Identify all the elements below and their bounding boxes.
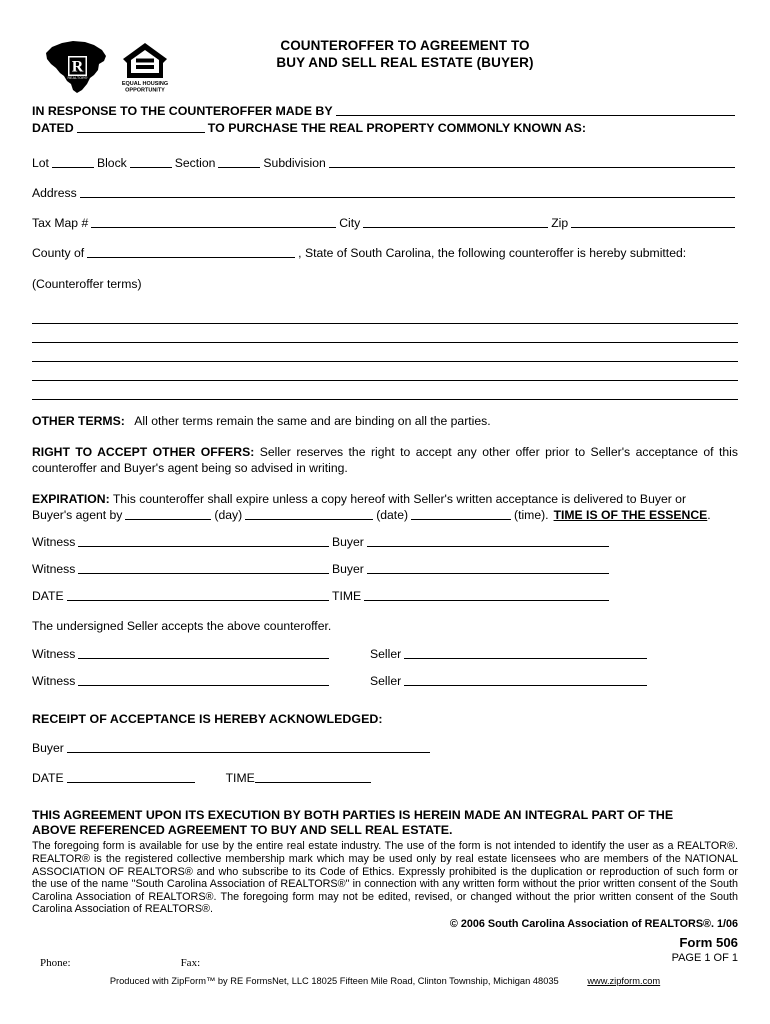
south-carolina-realtor-logo-icon (42, 38, 108, 94)
time-label: TIME (332, 588, 362, 603)
expiration-time-field[interactable] (411, 509, 511, 520)
date-field[interactable] (67, 590, 329, 601)
witness-cell-2 (32, 562, 332, 576)
counteroffer-terms-line[interactable] (32, 305, 738, 324)
produced-text: Produced with ZipForm™ by RE FormsNet, LLC 18025 Fifteen Mile Road, Clinton Township, Michigan 48035 (109, 976, 559, 986)
section-field[interactable] (218, 157, 260, 168)
seller-cell-2 (332, 674, 650, 688)
seller-field-1[interactable] (404, 648, 647, 659)
address-label: Address (32, 186, 77, 200)
receipt-date-field[interactable] (67, 772, 195, 783)
buyer-cell-1 (332, 535, 612, 549)
document-header (32, 0, 738, 94)
zipform-link[interactable]: www.zipform.com (587, 976, 661, 986)
expiration-body: This counteroffer shall expire unless a copy hereof with Seller's written acceptance is delivered to Buyer or (112, 492, 686, 507)
dated-field[interactable] (77, 122, 205, 133)
expiration-day-field[interactable] (125, 509, 211, 520)
witness-cell-3 (32, 647, 332, 661)
receipt-time-field[interactable] (255, 772, 371, 783)
receipt-buyer-label: Buyer (32, 740, 64, 755)
witness-field-4[interactable] (78, 675, 329, 686)
block-field[interactable] (130, 157, 172, 168)
counteroffer-terms-line[interactable] (32, 343, 738, 362)
block-label: Block (96, 156, 127, 170)
witness-label: Witness (32, 534, 76, 549)
expiration-date-field[interactable] (245, 509, 373, 520)
page-footer (32, 957, 738, 986)
state-clause: , State of South Carolina, the following counteroffer is hereby submitted: (298, 246, 687, 260)
seller-field-2[interactable] (404, 675, 647, 686)
witness-label: Witness (32, 561, 76, 576)
lot-field[interactable] (52, 157, 94, 168)
time-is-of-the-essence: TIME IS OF THE ESSENCE (553, 507, 708, 522)
seller-cell-1 (332, 647, 650, 661)
date-label: DATE (32, 588, 64, 603)
copyright-notice: © 2006 South Carolina Association of REALTORS®. 1/06 (449, 918, 738, 930)
counteroffer-terms-line[interactable] (32, 381, 738, 400)
in-response-label: IN RESPONSE TO THE COUNTEROFFER MADE BY (32, 104, 333, 118)
buyer-label: Buyer (332, 534, 364, 549)
intro-block (32, 104, 738, 135)
counteroffer-terms-line[interactable] (32, 324, 738, 343)
witness-cell-1 (32, 535, 332, 549)
title-line-2: BUY AND SELL REAL ESTATE (BUYER) (276, 54, 534, 70)
date-time-row (32, 589, 738, 603)
counteroffer-made-by-field[interactable] (336, 105, 735, 116)
counteroffer-terms-line[interactable] (32, 362, 738, 381)
address-row (32, 186, 738, 200)
witness-cell-4 (32, 674, 332, 688)
produced-with-row (32, 976, 738, 986)
to-purchase-label: TO PURCHASE THE REAL PROPERTY COMMONLY KNOWN AS: (207, 121, 586, 135)
title-line-1: COUNTEROFFER TO AGREEMENT TO (280, 38, 530, 53)
svg-text:OPPORTUNITY: OPPORTUNITY (125, 87, 165, 94)
other-terms-heading: OTHER TERMS: (32, 414, 125, 428)
zip-label: Zip (551, 216, 569, 230)
witness-label: Witness (32, 673, 76, 688)
seller-label: Seller (370, 673, 402, 688)
date-cell (32, 589, 332, 603)
witness-field-3[interactable] (78, 648, 329, 659)
dated-row (32, 121, 738, 135)
property-block (32, 156, 738, 400)
witness-seller-row-1 (32, 647, 738, 661)
receipt-heading: RECEIPT OF ACCEPTANCE IS HEREBY ACKNOWLEDGED: (32, 711, 383, 726)
buyer-cell-2 (332, 562, 612, 576)
witness-field-2[interactable] (78, 563, 329, 574)
integral-part-line-2: ABOVE REFERENCED AGREEMENT TO BUY AND SELL REAL ESTATE. (32, 823, 453, 838)
seller-signature-block (32, 647, 738, 688)
lot-label: Lot (32, 156, 49, 170)
tax-map-field[interactable] (91, 217, 336, 228)
section-label: Section (174, 156, 216, 170)
in-response-row (32, 104, 738, 118)
tax-map-label: Tax Map # (32, 216, 89, 230)
county-label: County of (32, 246, 85, 260)
expiration-day-label: (day) (214, 507, 243, 522)
witness-label: Witness (32, 646, 76, 661)
buyer-label: Buyer (332, 561, 364, 576)
right-to-accept-heading: RIGHT TO ACCEPT OTHER OFFERS: (32, 445, 255, 460)
receipt-buyer-field[interactable] (67, 742, 430, 753)
expiration-time-label: (time). (514, 507, 549, 522)
expiration-agent-label: Buyer's agent by (32, 507, 123, 522)
legal-disclaimer: The foregoing form is available for use by the entire real estate industry. The use of the form is not intended to identify the user as a REALTOR®. REALTOR® is the registered collective membership mark which may be used only by real estate licensees who are members of the NATIONAL ASSOCIATION OF REALTORS® and who subscribe to its Code of Ethics. Expressly prohibited is the duplication or reproduction of such form or the use of the name "South Carolina Association of REALTORS®" in connection with any written form without the prior written consent of the South Carolina Association of REALTORS®. The foregoing form may not be edited, revised, or changed without the prior written consent of the South Carolina Association of REALTORS®. (32, 840, 738, 916)
right-to-accept-clause (32, 445, 738, 476)
receipt-date-time-row (32, 771, 738, 785)
expiration-date-label: (date) (376, 507, 409, 522)
fax-label: Fax: (180, 957, 201, 969)
expiration-heading: EXPIRATION: (32, 492, 110, 507)
zip-field[interactable] (571, 217, 735, 228)
counteroffer-terms-lines (32, 305, 738, 400)
witness-seller-row-2 (32, 674, 738, 688)
taxmap-city-zip-row (32, 216, 738, 230)
receipt-date-label: DATE (32, 770, 64, 785)
receipt-buyer-row (32, 741, 738, 755)
witness-field-1[interactable] (78, 536, 329, 547)
form-number: Form 506 (679, 935, 738, 950)
seller-accepts-text: The undersigned Seller accepts the above counteroffer. (32, 618, 332, 633)
expiration-fields-row (32, 508, 738, 522)
other-terms-clause (32, 414, 738, 429)
buyer-signature-block (32, 535, 738, 603)
page-number: PAGE 1 OF 1 (671, 952, 738, 964)
seller-label: Seller (370, 646, 402, 661)
receipt-time-label: TIME (225, 770, 255, 785)
witness-buyer-row-1 (32, 535, 738, 549)
city-label: City (339, 216, 361, 230)
buyer-field-2[interactable] (367, 563, 609, 574)
phone-label: Phone: (40, 957, 71, 969)
svg-text:EQUAL HOUSING: EQUAL HOUSING (122, 81, 168, 87)
expiration-clause (32, 492, 738, 507)
svg-text:REALTOR®: REALTOR® (67, 76, 88, 80)
city-field[interactable] (363, 217, 548, 228)
right-to-accept-body: Seller reserves the right to accept any other offer prior to Seller's acceptance of this counteroffer and Buyer's agent being so advised in writing. (32, 445, 738, 475)
phone-fax-row (32, 957, 738, 969)
time-field[interactable] (364, 590, 609, 601)
county-row (32, 246, 738, 260)
counteroffer-terms-label: (Counteroffer terms) (32, 277, 142, 291)
receipt-block (32, 712, 738, 785)
dated-label: DATED (32, 121, 74, 135)
lot-block-section-row (32, 156, 738, 170)
svg-text:R: R (71, 58, 84, 76)
time-cell (332, 589, 612, 603)
witness-buyer-row-2 (32, 562, 738, 576)
integral-part-line-1: THIS AGREEMENT UPON ITS EXECUTION BY BOTH PARTIES IS HEREIN MADE AN INTEGRAL PART OF THE (32, 807, 674, 822)
county-field[interactable] (87, 247, 295, 258)
logo-group (42, 38, 168, 94)
legal-block (32, 808, 738, 964)
equal-housing-opportunity-icon (122, 42, 168, 94)
address-field[interactable] (80, 187, 735, 198)
subdivision-label: Subdivision (263, 156, 326, 170)
expiration-period: . (707, 507, 711, 522)
subdivision-field[interactable] (329, 157, 735, 168)
other-terms-body: All other terms remain the same and are binding on all the parties. (134, 414, 491, 428)
buyer-field-1[interactable] (367, 536, 609, 547)
